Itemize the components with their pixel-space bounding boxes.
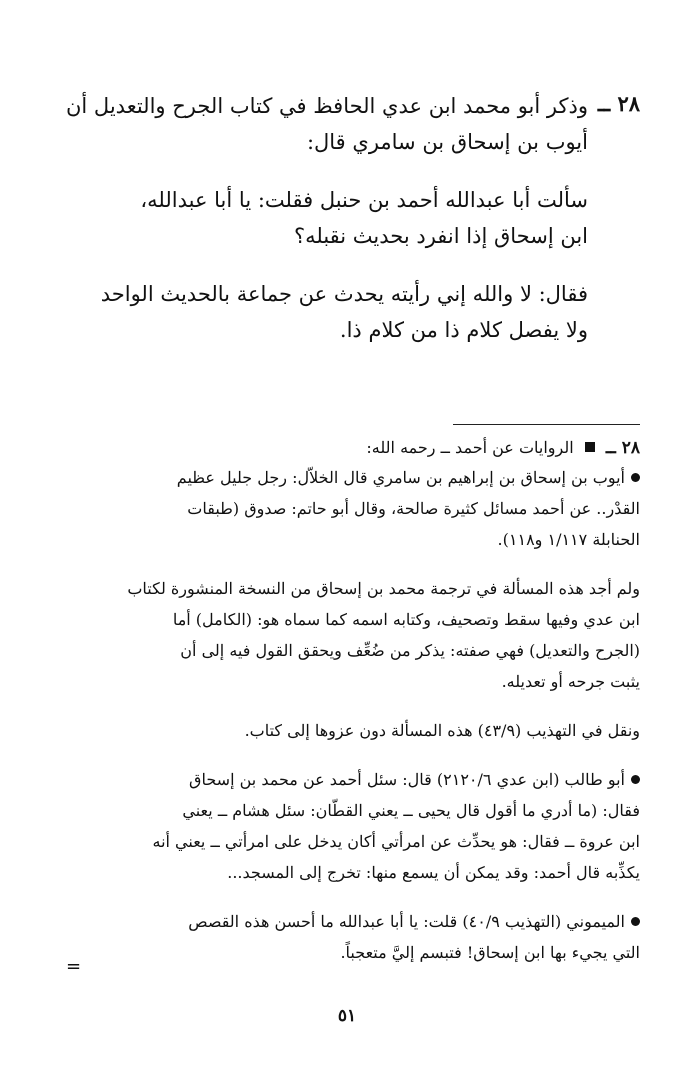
continuation-mark: =	[66, 956, 82, 977]
footnote-line-text: يكذِّبه قال أحمد: وقد يمكن أن يسمع منها: تخرج إلى المسجد...	[227, 863, 640, 882]
footnote-line-text: القدْر.. عن أحمد مسائل كثيرة صالحة، وقال أبو حاتم: صدوق (طبقات	[187, 499, 640, 518]
footnote-line-text: الحنابلة ١/١١٧ و١١٨).	[497, 530, 640, 549]
main-paragraphs	[52, 88, 640, 348]
footnote-line	[82, 462, 640, 493]
main-line: سألت أبا عبدالله أحمد بن حنبل فقلت: يا أبا عبدالله،	[140, 188, 588, 212]
footnote-line-text: أيوب بن إسحاق بن إبراهيم بن سامري قال الخلاّل: رجل جليل عظيم	[176, 468, 625, 487]
main-paragraph	[62, 182, 588, 254]
footnote-separator	[453, 424, 640, 425]
footnote-paragraph	[82, 462, 640, 555]
footnote-line-text: الميموني (التهذيب ٤٠/٩) قلت: يا أبا عبدالله ما أحسن هذه القصص	[188, 912, 625, 931]
footnote-header	[52, 434, 640, 462]
footnote-paragraph	[82, 906, 640, 968]
footnote-line	[82, 857, 640, 888]
footnote-line-text: فقال: (ما أدري ما أقول قال يحيى ــ يعني القطّان: سئل هشام ــ يعني	[182, 801, 640, 820]
footnote-line-text: ونقل في التهذيب (٤٣/٩) هذه المسألة دون عزوها إلى كتاب.	[244, 721, 640, 740]
footnote-line	[82, 573, 640, 604]
main-paragraph	[62, 276, 588, 348]
main-line: أيوب بن إسحاق بن سامري قال:	[306, 130, 588, 154]
footnote-line	[82, 795, 640, 826]
footnote-body	[52, 462, 640, 968]
page-number: ٥١	[337, 1006, 357, 1026]
footnote-number: ٢٨ ــ	[605, 438, 640, 458]
footnote-line-text: التي يجيء بها ابن إسحاق! فتبسم إليَّ متعجباً.	[340, 943, 640, 962]
main-line: ولا يفصل كلام ذا من كلام ذا.	[339, 318, 588, 342]
main-line: ابن إسحاق إذا انفرد بحديث نقبله؟	[293, 224, 588, 248]
footnote-line-text: أبو طالب (ابن عدي ٢١٢٠/٦) قال: سئل أحمد عن محمد بن إسحاق	[189, 770, 625, 789]
main-line: وذكر أبو محمد ابن عدي الحافظ في كتاب الجرح والتعديل أن	[66, 94, 588, 118]
footnote-line	[82, 764, 640, 795]
footnote-line-text: يثبت جرحه أو تعديله.	[501, 672, 640, 691]
footnote-line	[82, 604, 640, 635]
footnote-line-text: ابن عروة ــ فقال: هو يحدِّث عن امرأتي أكان يدخل على امرأتي ــ يعني أنه	[152, 832, 640, 851]
footnote-line	[82, 826, 640, 857]
footnote-line-text: ابن عدي وفيها سقط وتصحيف، وكتابه اسمه كما سماه هو: (الكامل) أما	[172, 610, 640, 629]
footnote-heading: الروايات عن أحمد ــ رحمه الله:	[366, 438, 574, 457]
footnote-line	[82, 635, 640, 666]
entry-number: ٢٨ ــ	[597, 91, 640, 116]
footnote-paragraph	[82, 573, 640, 697]
footnote-line-text: (الجرح والتعديل) فهي صفته: يذكر من ضُعِّف ويحقق القول فيه إلى أن	[180, 641, 640, 660]
bullet-icon	[631, 473, 640, 482]
footnote-line	[82, 524, 640, 555]
main-paragraph	[62, 88, 588, 160]
bullet-icon	[631, 775, 640, 784]
footnote-line	[82, 906, 640, 937]
footnote-line	[82, 666, 640, 697]
footnote-paragraph	[82, 715, 640, 746]
main-text-block	[52, 88, 640, 370]
footnote-line-text: ولم أجد هذه المسألة في ترجمة محمد بن إسحاق من النسخة المنشورة لكتاب	[127, 579, 640, 598]
footnote-block	[52, 434, 640, 986]
footnote-line	[82, 937, 640, 968]
footnote-paragraph	[82, 764, 640, 888]
footnote-line	[82, 493, 640, 524]
main-line: فقال: لا والله إني رأيته يحدث عن جماعة بالحديث الواحد	[100, 282, 588, 306]
bullet-icon	[631, 917, 640, 926]
square-bullet-icon	[585, 442, 595, 452]
footnote-line	[82, 715, 640, 746]
